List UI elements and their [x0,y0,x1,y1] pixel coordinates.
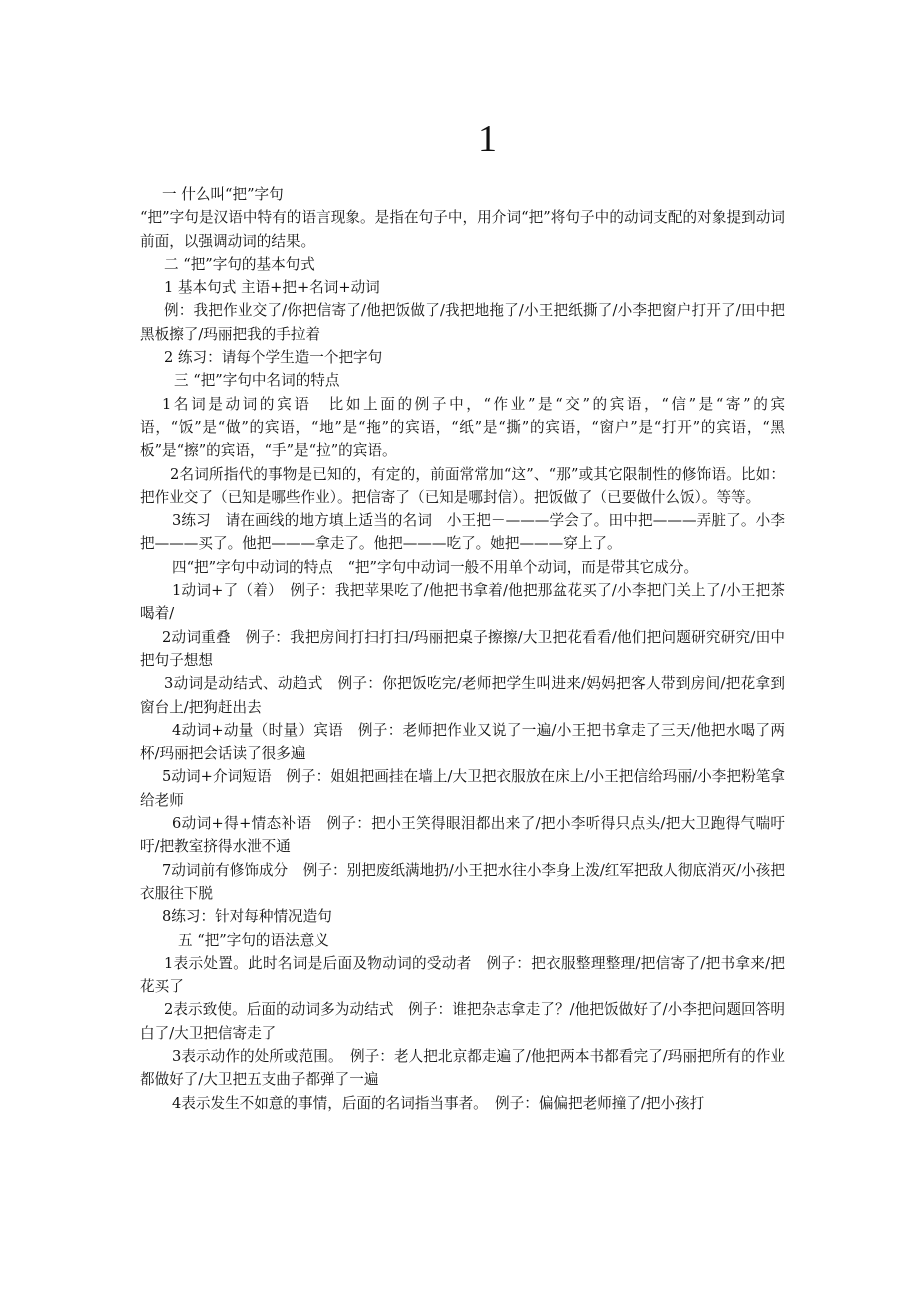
paragraph: 5动词+介词短语 例子：姐姐把画挂在墙上/大卫把衣服放在床上/小王把信给玛丽/小李把粉笔拿给老师 [140,768,785,809]
paragraph: 2动词重叠 例子：我把房间打扫打扫/玛丽把桌子擦擦/大卫把花看看/他们把问题研究研究/田中把句子想想 [140,628,785,669]
paragraph: 1名词是动词的宾语 比如上面的例子中，“作业”是“交”的宾语，“信”是“寄”的宾语，“饭”是“做”的宾语，“地”是“拖”的宾语，“纸”是“撕”的宾语，“窗户”是“打开”的宾语，“黑板”是“擦”的宾语，“手”是“拉”的宾语。 [140,395,785,460]
paragraph: 2 练习：请每个学生造一个把字句 [164,349,383,367]
paragraph: 1 基本句式 主语+把+名词+动词 [164,279,380,297]
paragraph: 四“把”字句中动词的特点 “把”字句中动词一般不用单个动词，而是带其它成分。 [172,558,699,576]
paragraph: 3练习 请在画线的地方填上适当的名词 小王把－———学会了。田中把———弄脏了。小李把———买了。他把———拿走了。他把———吃了。她把———穿上了。 [140,512,785,553]
paragraph: 1动词+了（着） 例子：我把苹果吃了/他把书拿着/他把那盆花买了/小李把门关上了/小王把茶喝着/ [140,582,785,623]
paragraph: 五 “把”字句的语法意义 [178,931,329,949]
paragraph: 二 “把”字句的基本句式 [164,255,315,273]
paragraph: 6动词+得+情态补语 例子：把小王笑得眼泪都出来了/把小李听得只点头/把大卫跑得气喘吁吁/把教室挤得水泄不通 [140,815,785,856]
paragraph: 2名词所指代的事物是已知的，有定的，前面常常加“这”、“那”或其它限制性的修饰语。比如：把作业交了（已知是哪些作业）。把信寄了（已知是哪封信）。把饭做了（已要做什么饭）。等等。 [140,465,785,506]
paragraph: 3表示动作的处所或范围。 例子：老人把北京都走遍了/他把两本书都看完了/玛丽把所有的作业都做好了/大卫把五支曲子都弹了一遍 [140,1047,785,1089]
paragraph: 一 什么叫“把”字句 [162,186,284,203]
paragraph: 4动词+动量（时量）宾语 例子：老师把作业又说了一遍/小王把书拿走了三天/他把水喝了两杯/玛丽把会话读了很多遍 [140,721,785,763]
paragraph: “把”字句是汉语中特有的语言现象。是指在句子中，用介词“把”将句子中的动词支配的对象提到动词前面，以强调动词的结果。 [140,209,785,250]
document-body [140,183,785,1115]
paragraph: 例：我把作业交了/你把信寄了/他把饭做了/我把地拖了/小王把纸撕了/小李把窗户打开了/田中把黑板擦了/玛丽把我的手拉着 [140,302,785,343]
paragraph: 4表示发生不如意的事情，后面的名词指当事者。 例子：偏偏把老师撞了/把小孩打 [172,1094,705,1112]
paragraph: 3动词是动结式、动趋式 例子：你把饭吃完/老师把学生叫进来/妈妈把客人带到房间/把花拿到窗台上/把狗赶出去 [140,675,785,716]
paragraph: 8练习：针对每种情况造句 [162,908,332,926]
paragraph: 7动词前有修饰成分 例子：别把废纸满地扔/小王把水往小李身上泼/红军把敌人彻底消灭/小孩把衣服往下脱 [140,861,785,902]
paragraph: 三 “把”字句中名词的特点 [174,372,340,390]
paragraph: 1表示处置。此时名词是后面及物动词的受动者 例子：把衣服整理整理/把信寄了/把书拿来/把花买了 [140,954,785,996]
page-number: 1 [478,118,497,160]
paragraph: 2表示致使。后面的动词多为动结式 例子：谁把杂志拿走了？/他把饭做好了/小李把问题回答明白了/大卫把信寄走了 [140,1001,785,1042]
